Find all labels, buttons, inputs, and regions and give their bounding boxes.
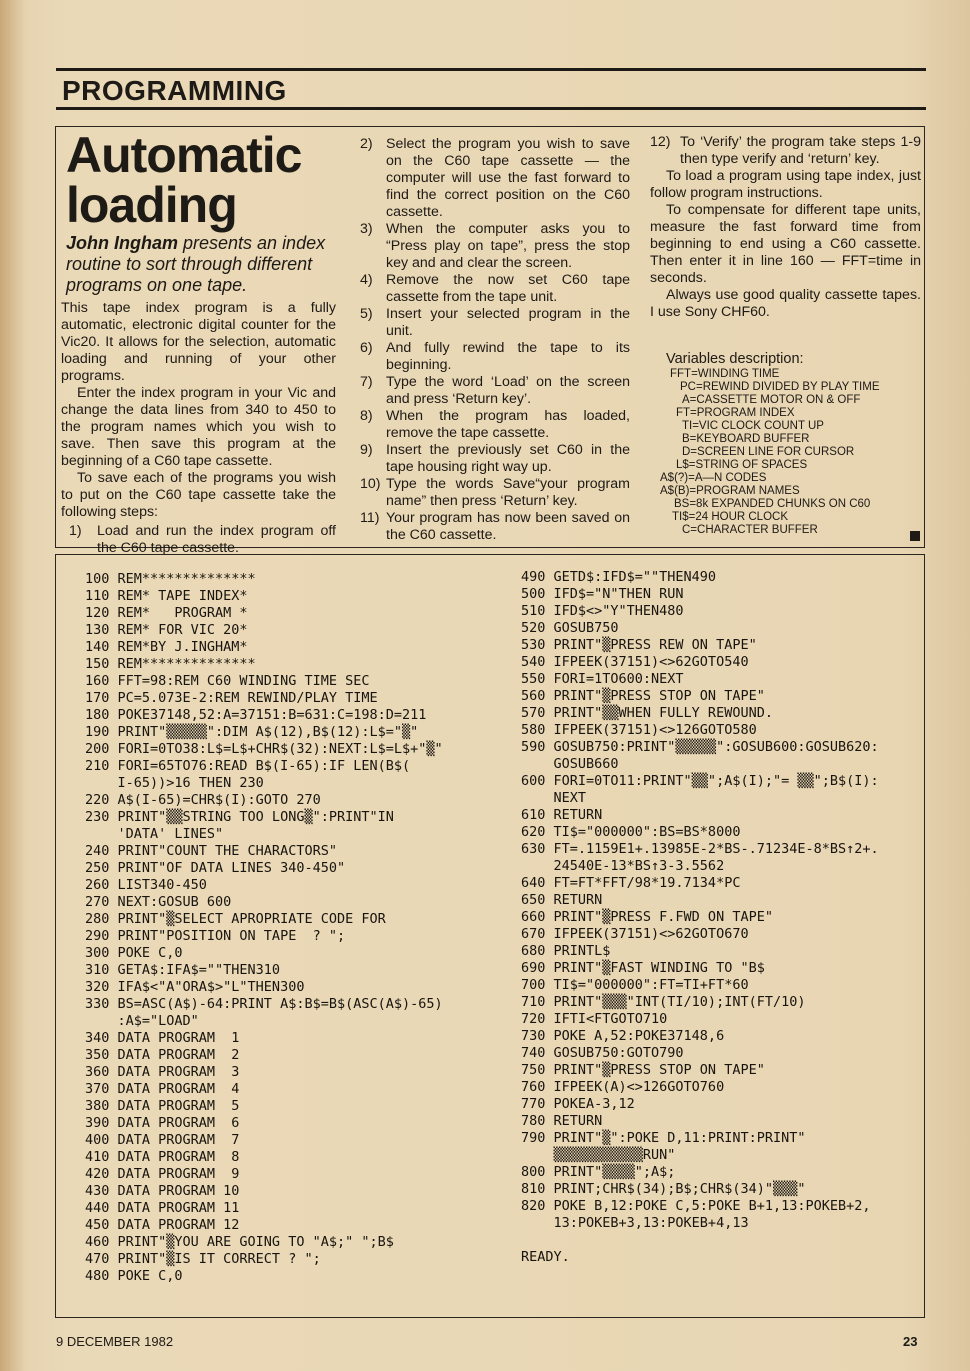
code-line: 720 IFTI<FTGOTO710 xyxy=(521,1011,668,1027)
code-line: 350 DATA PROGRAM 2 xyxy=(85,1047,240,1063)
code-line: GOSUB660 xyxy=(521,756,619,772)
code-line: 440 DATA PROGRAM 11 xyxy=(85,1200,240,1216)
step-text: Type the words Save“your program name” then press ‘Return’ key. xyxy=(386,476,630,509)
code-line: 420 DATA PROGRAM 9 xyxy=(85,1166,240,1182)
code-line: 450 DATA PROGRAM 12 xyxy=(85,1217,240,1233)
code-line: 120 REM* PROGRAM * xyxy=(85,605,248,621)
step-number: 11) xyxy=(360,510,380,526)
code-line: 210 FORI=65TO76:READ B$(I-65):IF LEN(B$( xyxy=(85,758,411,774)
listing-right xyxy=(521,569,879,1266)
step-number: 10) xyxy=(360,476,381,492)
step-number: 12) xyxy=(650,134,671,150)
page-number: 23 xyxy=(903,1334,918,1349)
variable-item: FFT=WINDING TIME xyxy=(670,368,780,380)
code-line: 670 IFPEEK(37151)<>62GOTO670 xyxy=(521,926,749,942)
code-line: 13:POKEB+3,13:POKEB+4,13 xyxy=(521,1215,749,1231)
paragraph: Enter the index program in your Vic and change the data lines from 340 to 450 to the program names which you wish to save. Then save this program at the beginning of a C60 tape cassette. xyxy=(61,385,336,469)
step-item xyxy=(650,134,921,168)
code-line: 200 FORI=0TO38:L$=L$+CHR$(32):NEXT:L$=L$+"▒" xyxy=(85,741,443,757)
step-text: Load and run the index program off the C60 tape cassette. xyxy=(97,523,336,556)
code-line: 680 PRINTL$ xyxy=(521,943,611,959)
code-line: 370 DATA PROGRAM 4 xyxy=(85,1081,240,1097)
step-item xyxy=(360,221,630,272)
standfirst-text: presents an index routine to sort through different programs on one tape. xyxy=(66,233,326,295)
step-text: Select the program you wish to save on the C60 tape cassette — the computer will use the fast forward to find the correct position on the C60 cassette. xyxy=(386,136,630,220)
top-rule xyxy=(56,68,926,71)
code-line: 490 GETD$:IFD$=""THEN490 xyxy=(521,569,717,585)
variable-item: D=SCREEN LINE FOR CURSOR xyxy=(682,446,855,458)
code-line: I-65))>16 THEN 230 xyxy=(85,775,264,791)
code-line: 330 BS=ASC(A$)-64:PRINT A$:B$=B$(ASC(A$)-65) xyxy=(85,996,443,1012)
step-item xyxy=(360,340,630,374)
code-line xyxy=(521,1232,879,1249)
code-line: 500 IFD$="N"THEN RUN xyxy=(521,586,684,602)
code-line: READY. xyxy=(521,1249,570,1265)
code-line: 600 FORI=0TO11:PRINT"▒▒";A$(I);"= ▒▒";B$(I): xyxy=(521,773,879,789)
step-item xyxy=(360,272,630,306)
step-item xyxy=(360,442,630,476)
footer-date: 9 DECEMBER 1982 xyxy=(56,1334,174,1349)
step-number: 4) xyxy=(360,272,373,288)
step-text: And fully rewind the tape to its beginning. xyxy=(386,340,630,373)
code-line: 170 PC=5.073E-2:REM REWIND/PLAY TIME xyxy=(85,690,378,706)
step-item xyxy=(69,523,336,557)
code-line: 400 DATA PROGRAM 7 xyxy=(85,1132,240,1148)
code-line: 160 FFT=98:REM C60 WINDING TIME SEC xyxy=(85,673,370,689)
code-line: 700 TI$="000000":FT=TI+FT*60 xyxy=(521,977,749,993)
headline xyxy=(66,127,302,233)
step-number: 9) xyxy=(360,442,373,458)
code-line: :A$="LOAD" xyxy=(85,1013,199,1029)
step-number: 5) xyxy=(360,306,373,322)
code-line: 770 POKEA-3,12 xyxy=(521,1096,635,1112)
paragraph: To save each of the programs you wish to put on the C60 tape cassette take the following steps: xyxy=(61,470,336,520)
code-line: 280 PRINT"▒SELECT APROPRIATE CODE FOR xyxy=(85,911,386,927)
code-line: 430 DATA PROGRAM 10 xyxy=(85,1183,240,1199)
code-line: 480 POKE C,0 xyxy=(85,1268,183,1284)
paragraph: This tape index program is a fully automatic, electronic digital counter for the Vic20. It allows for the selection, automatic loading and running of your other programs. xyxy=(61,300,336,384)
step-text: Type the word ‘Load’ on the screen and press ‘Return key’. xyxy=(386,374,630,407)
variable-item: L$=STRING OF SPACES xyxy=(676,459,808,471)
step-number: 1) xyxy=(69,523,82,539)
variable-item: TI=VIC CLOCK COUNT UP xyxy=(682,420,824,432)
variable-item: PC=REWIND DIVIDED BY PLAY TIME xyxy=(680,381,880,393)
code-line: 240 PRINT"COUNT THE CHARACTORS" xyxy=(85,843,337,859)
code-line: 710 PRINT"▒▒▒"INT(TI/10);INT(FT/10) xyxy=(521,994,806,1010)
code-line: 150 REM************** xyxy=(85,656,256,672)
code-line: 630 FT=.1159E1+.13985E-2*BS-.71234E-8*BS↑2+. xyxy=(521,841,879,857)
code-line: 660 PRINT"▒PRESS F.FWD ON TAPE" xyxy=(521,909,773,925)
variable-item: A=CASSETTE MOTOR ON & OFF xyxy=(682,394,861,406)
code-line: 180 POKE37148,52:A=37151:B=631:C=198:D=211 xyxy=(85,707,427,723)
step-number: 7) xyxy=(360,374,373,390)
code-line: 580 IFPEEK(37151)<>126GOTO580 xyxy=(521,722,757,738)
headline-line2: loading xyxy=(66,177,237,233)
code-line: 260 LIST340-450 xyxy=(85,877,207,893)
variable-item: C=CHARACTER BUFFER xyxy=(682,524,818,536)
step-item xyxy=(360,374,630,408)
code-line: 340 DATA PROGRAM 1 xyxy=(85,1030,240,1046)
step-item xyxy=(360,136,630,221)
code-line: 650 RETURN xyxy=(521,892,603,908)
code-line: 540 IFPEEK(37151)<>62GOTO540 xyxy=(521,654,749,670)
code-line: 100 REM************** xyxy=(85,571,256,587)
code-line: 320 IFA$<"A"ORA$>"L"THEN300 xyxy=(85,979,305,995)
code-line: ▒▒▒▒▒▒▒▒▒▒▒RUN" xyxy=(521,1147,676,1163)
code-line: 590 GOSUB750:PRINT"▒▒▒▒▒":GOSUB600:GOSUB620: xyxy=(521,739,879,755)
step-number: 2) xyxy=(360,136,373,152)
code-line: 110 REM* TAPE INDEX* xyxy=(85,588,248,604)
code-line: 570 PRINT"▒▒WHEN FULLY REWOUND. xyxy=(521,705,773,721)
code-line: 270 NEXT:GOSUB 600 xyxy=(85,894,232,910)
variable-item: B=KEYBOARD BUFFER xyxy=(682,433,810,445)
code-line: 740 GOSUB750:GOTO790 xyxy=(521,1045,684,1061)
code-line: 470 PRINT"▒IS IT CORRECT ? "; xyxy=(85,1251,321,1267)
code-line: 130 REM* FOR VIC 20* xyxy=(85,622,248,638)
code-line: 560 PRINT"▒PRESS STOP ON TAPE" xyxy=(521,688,765,704)
step-text: Your program has now been saved on the C60 cassette. xyxy=(386,510,630,543)
step-number: 6) xyxy=(360,340,373,356)
code-line: 520 GOSUB750 xyxy=(521,620,619,636)
step-number: 8) xyxy=(360,408,373,424)
code-line: 390 DATA PROGRAM 6 xyxy=(85,1115,240,1131)
code-line: 510 IFD$<>"Y"THEN480 xyxy=(521,603,684,619)
code-line: 790 PRINT"▒":POKE D,11:PRINT:PRINT" xyxy=(521,1130,806,1146)
section-title: PROGRAMMING xyxy=(62,75,287,106)
code-line: 550 FORI=1TO600:NEXT xyxy=(521,671,684,687)
code-line: 360 DATA PROGRAM 3 xyxy=(85,1064,240,1080)
code-line: 140 REM*BY J.INGHAM* xyxy=(85,639,248,655)
code-line: 'DATA' LINES" xyxy=(85,826,224,842)
variables-list xyxy=(660,368,921,537)
author-name: John Ingham xyxy=(66,233,178,253)
headline-line1: Automatic xyxy=(66,127,302,183)
column-2 xyxy=(360,136,630,544)
code-line: 300 POKE C,0 xyxy=(85,945,183,961)
step-text: Insert the previously set C60 in the tape housing right way up. xyxy=(386,442,630,475)
code-line: 690 PRINT"▒FAST WINDING TO "B$ xyxy=(521,960,765,976)
code-line: 410 DATA PROGRAM 8 xyxy=(85,1149,240,1165)
code-line: 800 PRINT"▒▒▒▒";A$; xyxy=(521,1164,676,1180)
standfirst xyxy=(66,233,346,296)
code-line: 820 POKE B,12:POKE C,5:POKE B+1,13:POKEB+2, xyxy=(521,1198,871,1214)
section-rule xyxy=(56,107,926,110)
code-line: 460 PRINT"▒YOU ARE GOING TO "A$;" ";B$ xyxy=(85,1234,394,1250)
code-line: 24540E-13*BS↑3-3.5562 xyxy=(521,858,725,874)
code-line: 380 DATA PROGRAM 5 xyxy=(85,1098,240,1114)
step-text: When the program has loaded, remove the tape cassette. xyxy=(386,408,630,441)
variables-title: Variables description: xyxy=(666,351,804,367)
paragraph: To load a program using tape index, just follow program instructions. xyxy=(650,168,921,201)
step-item xyxy=(360,476,630,510)
code-line: 730 POKE A,52:POKE37148,6 xyxy=(521,1028,725,1044)
step-number: 3) xyxy=(360,221,373,237)
code-line: 220 A$(I-65)=CHR$(I):GOTO 270 xyxy=(85,792,321,808)
variable-item: BS=8k EXPANDED CHUNKS ON C60 xyxy=(674,498,871,510)
code-line: 750 PRINT"▒PRESS STOP ON TAPE" xyxy=(521,1062,765,1078)
variable-item: A$(B)=PROGRAM NAMES xyxy=(660,485,800,497)
paragraph: To compensate for different tape units, measure the fast forward time from beginning to end using a C60 cassette. Then enter it in line 160 — FFT=time in seconds. xyxy=(650,202,921,286)
variable-item: TI$=24 HOUR CLOCK xyxy=(672,511,788,523)
code-line: 610 RETURN xyxy=(521,807,603,823)
code-line: 810 PRINT;CHR$(34);B$;CHR$(34)"▒▒▒" xyxy=(521,1181,806,1197)
step-text: To ‘Verify’ the program take steps 1-9 then type verify and ‘return’ key. xyxy=(680,134,921,167)
step-item xyxy=(360,306,630,340)
column-3 xyxy=(650,134,921,537)
code-line: 230 PRINT"▒▒STRING TOO LONG▒":PRINT"IN xyxy=(85,809,394,825)
step-item xyxy=(360,510,630,544)
code-line: 530 PRINT"▒PRESS REW ON TAPE" xyxy=(521,637,757,653)
code-line: NEXT xyxy=(521,790,587,806)
step-text: Remove the now set C60 tape cassette from the tape unit. xyxy=(386,272,630,305)
code-line: 190 PRINT"▒▒▒▒▒":DIM A$(12),B$(12):L$="▒" xyxy=(85,724,419,740)
variable-item: FT=PROGRAM INDEX xyxy=(676,407,795,419)
code-line: 640 FT=FT*FFT/98*19.7134*PC xyxy=(521,875,741,891)
step-text: Insert your selected program in the unit. xyxy=(386,306,630,339)
paragraph: Always use good quality cassette tapes. I use Sony CHF60. xyxy=(650,287,921,320)
code-line: 620 TI$="000000":BS=BS*8000 xyxy=(521,824,741,840)
step-item xyxy=(360,408,630,442)
code-line: 310 GETA$:IFA$=""THEN310 xyxy=(85,962,281,978)
step-text: When the computer asks you to “Press play on tape”, press the stop key and and clear the screen. xyxy=(386,221,630,271)
column-1 xyxy=(61,300,336,557)
listing-left xyxy=(85,571,443,1285)
end-mark xyxy=(910,531,920,541)
code-line: 250 PRINT"OF DATA LINES 340-450" xyxy=(85,860,346,876)
code-line: 760 IFPEEK(A)<>126GOTO760 xyxy=(521,1079,725,1095)
code-line: 290 PRINT"POSITION ON TAPE ? "; xyxy=(85,928,346,944)
variable-item: A$(?)=A—N CODES xyxy=(660,472,767,484)
code-line: 780 RETURN xyxy=(521,1113,603,1129)
